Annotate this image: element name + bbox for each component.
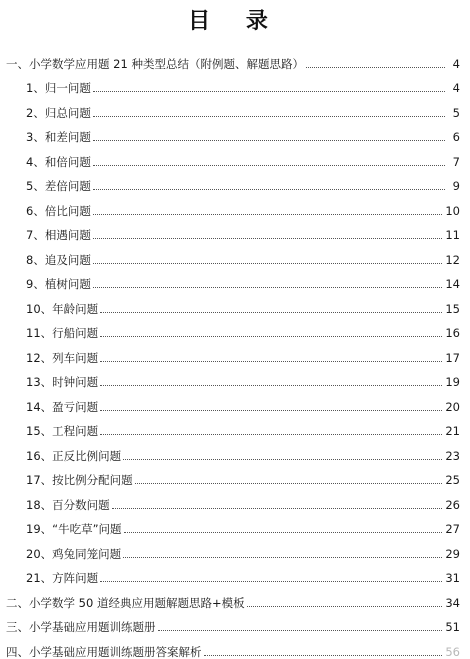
dot-leader bbox=[306, 67, 445, 68]
toc-entry-page: 17 bbox=[445, 350, 460, 365]
toc-entry-page: 20 bbox=[445, 399, 460, 414]
dot-leader bbox=[112, 508, 443, 509]
toc-entry-page: 9 bbox=[452, 179, 460, 193]
toc-entry-page: 16 bbox=[445, 326, 460, 340]
toc-entry-page: 31 bbox=[445, 571, 460, 585]
toc-entry[interactable] bbox=[0, 610, 470, 635]
toc-entry-label: 10、年龄问题 bbox=[26, 301, 99, 316]
toc-entry-label: 7、相遇问题 bbox=[26, 228, 91, 242]
dot-leader bbox=[100, 361, 442, 362]
toc-entry[interactable] bbox=[0, 438, 470, 463]
dot-leader bbox=[93, 263, 443, 264]
toc-entry-label: 5、差倍问题 bbox=[26, 179, 91, 193]
page-title: 目 录 bbox=[188, 8, 282, 34]
toc-entry-page: 19 bbox=[445, 375, 460, 389]
toc-entry[interactable] bbox=[0, 242, 470, 267]
toc-entry-label: 2、归总问题 bbox=[26, 105, 91, 120]
toc-entry-page: 26 bbox=[445, 497, 460, 512]
toc-entry-label: 6、倍比问题 bbox=[26, 203, 91, 218]
dot-leader bbox=[93, 165, 445, 166]
toc-entry-page: 51 bbox=[445, 620, 460, 634]
toc-entry-label: 15、工程问题 bbox=[26, 424, 99, 438]
toc-entry[interactable] bbox=[0, 46, 470, 71]
toc-entry[interactable] bbox=[0, 291, 470, 316]
dot-leader bbox=[100, 312, 442, 313]
toc-entry-page: 12 bbox=[445, 252, 460, 267]
toc-entry-page: 4 bbox=[452, 81, 460, 95]
toc-entry[interactable] bbox=[0, 267, 470, 292]
toc-entry-label: 11、行船问题 bbox=[26, 326, 99, 340]
toc-entry[interactable] bbox=[0, 193, 470, 218]
dot-leader bbox=[100, 434, 442, 435]
toc-entry-label: 21、方阵问题 bbox=[26, 571, 99, 585]
toc-entry-page: 21 bbox=[445, 424, 460, 438]
table-of-contents bbox=[0, 46, 470, 659]
toc-entry-page: 29 bbox=[445, 546, 460, 561]
dot-leader bbox=[100, 385, 442, 386]
toc-entry-label: 17、按比例分配问题 bbox=[26, 473, 133, 487]
toc-entry-page: 15 bbox=[445, 301, 460, 316]
toc-entry-page: 7 bbox=[452, 154, 460, 169]
toc-entry[interactable] bbox=[0, 316, 470, 341]
toc-entry-label: 18、百分数问题 bbox=[26, 497, 110, 512]
toc-entry-page: 27 bbox=[445, 522, 460, 536]
toc-entry[interactable] bbox=[0, 120, 470, 145]
dot-leader bbox=[247, 606, 443, 607]
toc-entry[interactable] bbox=[0, 71, 470, 96]
toc-entry-label: 1、归一问题 bbox=[26, 81, 91, 95]
toc-entry[interactable] bbox=[0, 463, 470, 488]
toc-entry-label: 14、盈亏问题 bbox=[26, 399, 99, 414]
dot-leader bbox=[135, 483, 443, 484]
toc-entry[interactable] bbox=[0, 169, 470, 194]
toc-entry-label: 二、小学数学 50 道经典应用题解题思路+模板 bbox=[6, 595, 245, 610]
toc-entry-page: 14 bbox=[445, 277, 460, 291]
toc-entry-label: 8、追及问题 bbox=[26, 252, 91, 267]
dot-leader bbox=[123, 459, 442, 460]
toc-entry-page: 5 bbox=[452, 105, 460, 120]
toc-entry[interactable] bbox=[0, 585, 470, 610]
toc-entry[interactable] bbox=[0, 536, 470, 561]
toc-entry[interactable] bbox=[0, 389, 470, 414]
toc-entry-label: 12、列车问题 bbox=[26, 350, 99, 365]
dot-leader bbox=[93, 140, 445, 141]
toc-entry-label: 3、和差问题 bbox=[26, 130, 91, 144]
toc-entry-page: 56 bbox=[445, 644, 460, 659]
toc-entry[interactable] bbox=[0, 487, 470, 512]
toc-entry-page: 10 bbox=[445, 203, 460, 218]
dot-leader bbox=[100, 581, 442, 582]
dot-leader bbox=[158, 630, 443, 631]
toc-entry-label: 16、正反比例问题 bbox=[26, 448, 122, 463]
dot-leader bbox=[93, 214, 443, 215]
toc-entry-label: 4、和倍问题 bbox=[26, 154, 91, 169]
dot-leader bbox=[93, 91, 445, 92]
dot-leader bbox=[100, 336, 442, 337]
toc-entry[interactable] bbox=[0, 512, 470, 537]
toc-entry-page: 11 bbox=[445, 228, 460, 242]
toc-entry-label: 9、植树问题 bbox=[26, 277, 91, 291]
toc-entry[interactable] bbox=[0, 218, 470, 243]
toc-entry[interactable] bbox=[0, 340, 470, 365]
toc-entry[interactable] bbox=[0, 95, 470, 120]
toc-entry[interactable] bbox=[0, 144, 470, 169]
toc-entry-label: 一、小学数学应用题 21 种类型总结（附例题、解题思路） bbox=[6, 56, 304, 71]
toc-entry-label: 13、时钟问题 bbox=[26, 375, 99, 389]
toc-entry-page: 6 bbox=[452, 130, 460, 144]
toc-entry[interactable] bbox=[0, 365, 470, 390]
dot-leader bbox=[93, 238, 443, 239]
toc-entry-page: 4 bbox=[452, 56, 460, 71]
toc-entry-page: 34 bbox=[445, 595, 460, 610]
toc-entry-page: 23 bbox=[445, 448, 460, 463]
toc-entry[interactable] bbox=[0, 561, 470, 586]
toc-entry-label: 19、“牛吃草”问题 bbox=[26, 522, 122, 536]
dot-leader bbox=[93, 116, 445, 117]
dot-leader bbox=[93, 287, 443, 288]
toc-entry-label: 三、小学基础应用题训练题册 bbox=[6, 620, 156, 634]
toc-entry-label: 20、鸡兔同笼问题 bbox=[26, 546, 122, 561]
dot-leader bbox=[123, 557, 442, 558]
toc-entry[interactable] bbox=[0, 414, 470, 439]
dot-leader bbox=[93, 189, 445, 190]
toc-entry-page: 25 bbox=[445, 473, 460, 487]
dot-leader bbox=[100, 410, 442, 411]
dot-leader bbox=[124, 532, 443, 533]
toc-entry-label: 四、小学基础应用题训练题册答案解析 bbox=[6, 644, 202, 659]
